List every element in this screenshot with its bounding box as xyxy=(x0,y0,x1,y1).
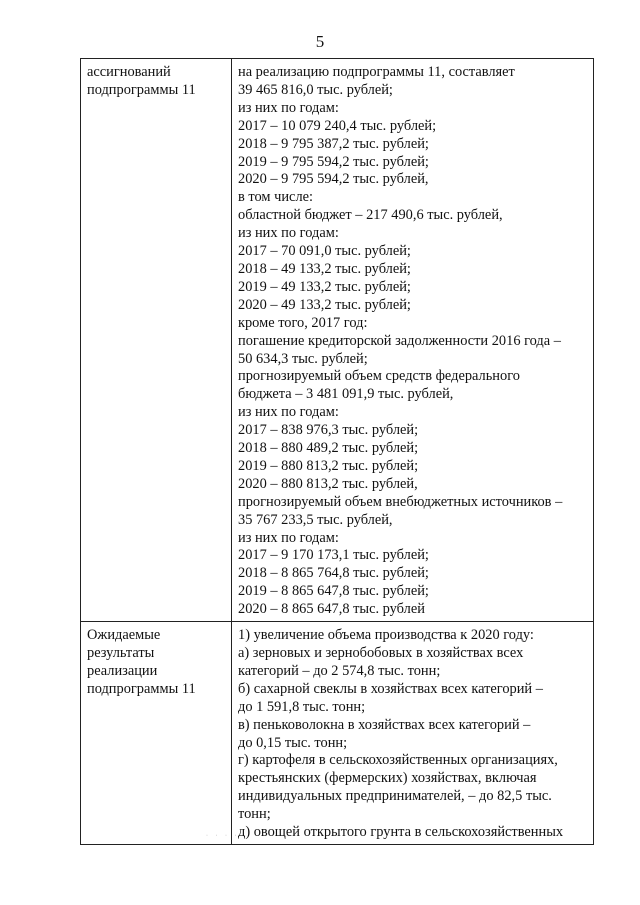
content-line: 2020 – 880 813,2 тыс. рублей, xyxy=(238,475,418,492)
row-content-cell xyxy=(232,622,594,845)
content-line: 2017 – 70 091,0 тыс. рублей; xyxy=(238,243,411,260)
content-line: 35 767 233,5 тыс. рублей, xyxy=(238,511,393,528)
content-line: категорий – до 2 574,8 тыс. тонн; xyxy=(238,662,441,679)
content-line: 2020 – 8 865 647,8 тыс. рублей xyxy=(238,601,425,618)
row-label-cell xyxy=(81,622,232,845)
content-line: 2017 – 10 079 240,4 тыс. рублей; xyxy=(238,117,437,134)
content-line: 2017 – 9 170 173,1 тыс. рублей; xyxy=(238,547,429,564)
content-line: 2019 – 8 865 647,8 тыс. рублей; xyxy=(238,583,429,600)
content-line: 2020 – 49 133,2 тыс. рублей; xyxy=(238,296,411,313)
content-line: из них по годам: xyxy=(238,99,339,116)
content-line: бюджета – 3 481 091,9 тыс. рублей, xyxy=(238,386,454,403)
content-line: областной бюджет – 217 490,6 тыс. рублей, xyxy=(238,207,503,224)
row-label-line: подпрограммы 11 xyxy=(87,680,196,697)
row-label-line: результаты xyxy=(87,645,155,661)
content-line: на реализацию подпрограммы 11, составляет xyxy=(238,64,515,80)
row-label-line: подпрограммы 11 xyxy=(87,81,196,98)
row-label-line: ассигнований xyxy=(87,64,171,80)
content-line: а) зерновых и зернобобовых в хозяйствах всех xyxy=(238,645,524,661)
content-line: тонн; xyxy=(238,806,271,823)
content-line: погашение кредиторской задолженности 2016 года – xyxy=(238,332,561,349)
content-line: в) пеньковолокна в хозяйствах всех категорий – xyxy=(238,716,531,733)
content-line: 2018 – 8 865 764,8 тыс. рублей; xyxy=(238,565,429,582)
content-line: 2017 – 838 976,3 тыс. рублей; xyxy=(238,422,419,439)
page-number: 5 xyxy=(315,32,325,51)
content-line: в том числе: xyxy=(238,189,314,206)
passport-table xyxy=(80,58,594,845)
content-line: прогнозируемый объем внебюджетных источников – xyxy=(238,493,563,510)
content-line: до 1 591,8 тыс. тонн; xyxy=(238,698,366,715)
content-line: из них по годам: xyxy=(238,529,339,546)
content-line: д) овощей открытого грунта в сельскохозяйственных xyxy=(238,824,564,841)
content-line: б) сахарной свеклы в хозяйствах всех категорий – xyxy=(238,680,543,697)
row-label-cell xyxy=(81,59,232,622)
row-label-line: Ожидаемые xyxy=(87,627,161,644)
scan-artifact-mark: · · · · xyxy=(206,833,240,839)
content-line: 1) увеличение объема производства к 2020 году: xyxy=(238,627,534,644)
content-line: 50 634,3 тыс. рублей; xyxy=(238,350,368,367)
row-content-cell xyxy=(232,59,594,622)
content-line: из них по годам: xyxy=(238,404,339,421)
content-line: крестьянских (фермерских) хозяйствах, включая xyxy=(238,770,537,787)
content-line: 2019 – 9 795 594,2 тыс. рублей; xyxy=(238,153,429,170)
content-line: 2020 – 9 795 594,2 тыс. рублей, xyxy=(238,171,429,188)
row-label-line: реализации xyxy=(87,662,158,679)
content-line: до 0,15 тыс. тонн; xyxy=(238,734,348,751)
content-line: индивидуальных предпринимателей, – до 82,5 тыс. xyxy=(238,788,552,805)
content-line: 2018 – 9 795 387,2 тыс. рублей; xyxy=(238,135,429,152)
table-row-financing xyxy=(81,59,594,622)
content-line: г) картофеля в сельскохозяйственных организациях, xyxy=(238,752,558,769)
content-line: прогнозируемый объем средств федерального xyxy=(238,368,520,385)
content-line: 2018 – 49 133,2 тыс. рублей; xyxy=(238,260,411,277)
content-line: 2018 – 880 489,2 тыс. рублей; xyxy=(238,440,419,457)
table-row-expected-results xyxy=(81,622,594,845)
content-line: 2019 – 49 133,2 тыс. рублей; xyxy=(238,278,411,295)
content-line: из них по годам: xyxy=(238,225,339,242)
content-line: кроме того, 2017 год: xyxy=(238,314,368,331)
content-line: 39 465 816,0 тыс. рублей; xyxy=(238,81,393,98)
content-line: 2019 – 880 813,2 тыс. рублей; xyxy=(238,457,419,474)
